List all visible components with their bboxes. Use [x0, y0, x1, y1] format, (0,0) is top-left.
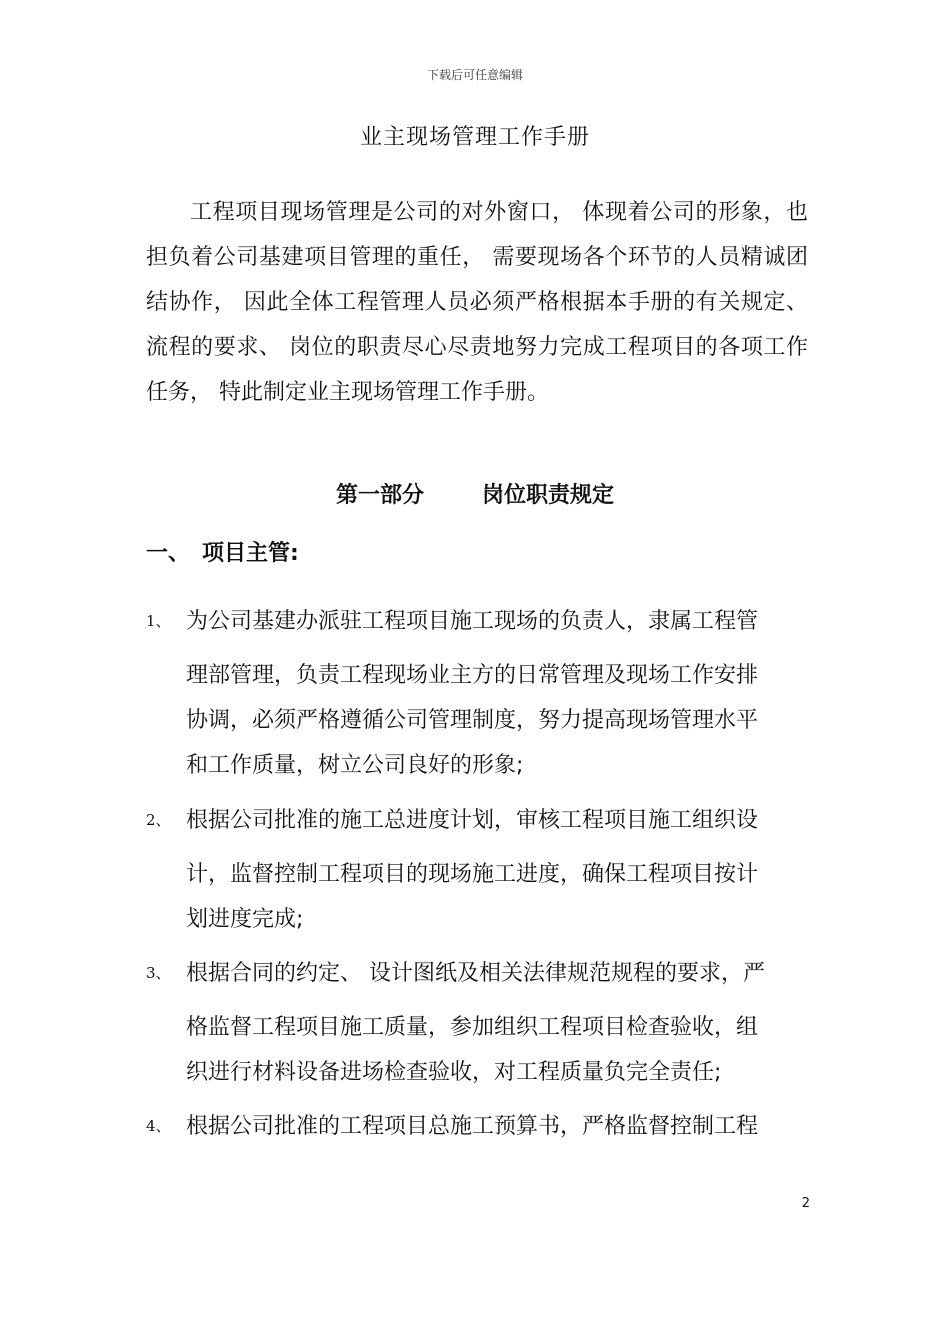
duty-line: 根据公司批准的工程项目总施工预算书，严格监督控制工程	[186, 1114, 759, 1139]
duty-line: 计，监督控制工程项目的现场施工进度，确保工程项目按计	[186, 862, 759, 887]
duty-item	[146, 599, 808, 788]
document-title: 业主现场管理工作手册	[359, 125, 590, 150]
duty-item	[146, 798, 808, 942]
duty-item	[146, 951, 808, 1095]
duty-line: 根据公司批准的施工总进度计划，审核工程项目施工组织设	[186, 808, 759, 833]
duty-index: 2、	[146, 811, 171, 829]
duty-line: 为公司基建办派驻工程项目施工现场的负责人，隶属工程管	[186, 609, 759, 634]
duty-line: 织进行材料设备进场检查验收，对工程质量负完全责任;	[186, 1060, 722, 1085]
page-number: 2	[801, 1196, 810, 1211]
duty-line: 划进度完成;	[186, 907, 304, 932]
section-number: 一、	[146, 541, 191, 566]
part-heading	[0, 478, 950, 509]
header-note: 下载后可任意编辑	[426, 68, 523, 82]
duty-index: 3、	[146, 964, 171, 982]
part-title: 岗位职责规定	[482, 483, 615, 508]
duty-line: 根据合同的约定、 设计图纸及相关法律规范规程的要求，严	[186, 961, 765, 986]
duty-index: 1、	[146, 612, 171, 630]
duty-line: 和工作质量，树立公司良好的形象;	[186, 753, 524, 778]
intro-paragraph: 工程项目现场管理是公司的对外窗口， 体现着公司的形象，也担负着公司基建项目管理的重任， 需要现场各个环节的人员精诚团结协作， 因此全体工程管理人员必须严格根据本手册的有关规定、 流程的要求、 岗位的职责尽心尽责地努力完成工程项目的各项工作任务， 特此制定业主现场管理工作手册。	[146, 200, 808, 405]
duty-item	[146, 1104, 808, 1149]
section-heading	[146, 536, 299, 567]
duty-line: 格监督工程项目施工质量，参加组织工程项目检查验收，组	[186, 1015, 759, 1040]
section-title: 项目主管:	[202, 541, 299, 566]
part-label: 第一部分	[335, 483, 424, 508]
duty-line: 协调，必须严格遵循公司管理制度，努力提高现场管理水平	[186, 708, 759, 733]
duty-line: 理部管理，负责工程现场业主方的日常管理及现场工作安排	[186, 663, 759, 688]
duty-index: 4、	[146, 1117, 171, 1135]
